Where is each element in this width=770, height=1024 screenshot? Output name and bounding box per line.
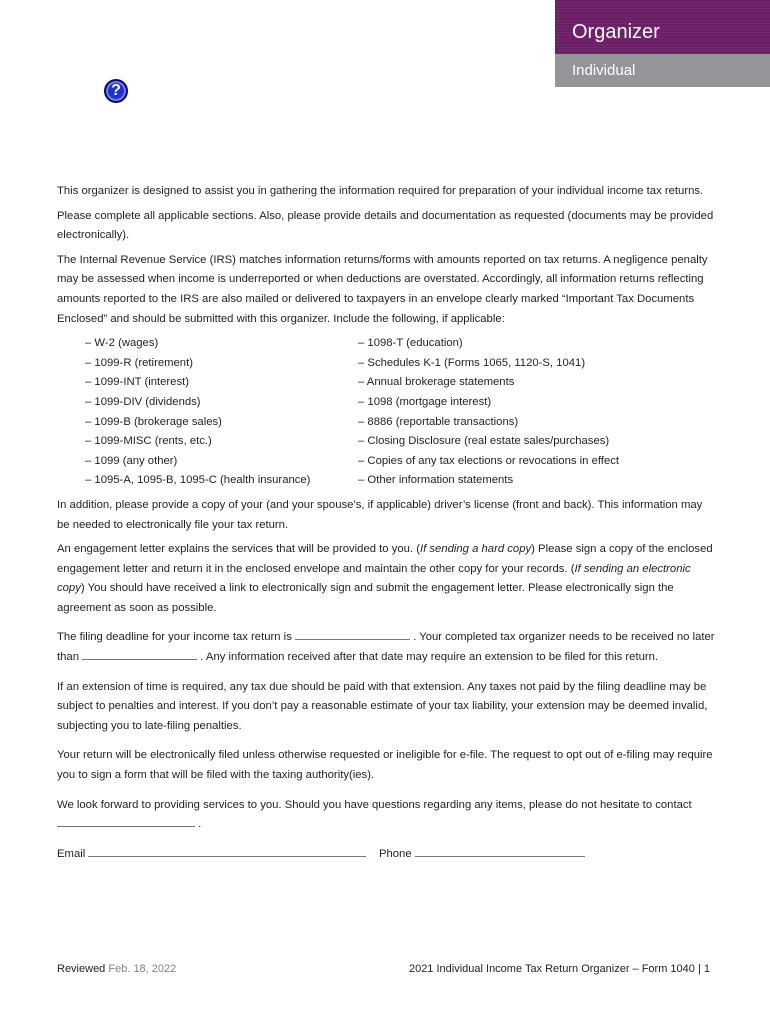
contact-paragraph	[57, 796, 717, 835]
license-paragraph: In addition, please provide a copy of your (and your spouse’s, if applicable) driver’s license (front and back). This information may be needed to electronically file your tax return.	[57, 498, 703, 531]
contact-name-field[interactable]	[57, 815, 195, 827]
list-item: – Other information statements	[358, 474, 514, 487]
header-subtitle: Individual	[555, 54, 770, 87]
engagement-text: ) You should have received a link to electronically sign and submit the engagement letter. Please electronically sign the agreement as soon as possible.	[57, 582, 674, 614]
contact-text: We look forward to providing services to you. Should you have questions regarding any items, please do not hesitate to contact	[57, 798, 692, 811]
list-item: – Closing Disclosure (real estate sales/purchases)	[358, 435, 610, 448]
intro-paragraph-2: Please complete all applicable sections. Also, please provide details and documentation as requested (documents may be provided electronically).	[57, 209, 714, 242]
deadline-text: . Your completed tax organizer needs to be received no later than	[57, 631, 715, 664]
footer-reviewed	[57, 961, 176, 977]
engagement-text: An engagement letter explains the services that will be provided to you. (	[57, 543, 420, 556]
email-label: Email	[57, 847, 86, 860]
list-item: – W-2 (wages)	[85, 337, 159, 350]
intro-paragraph-1: This organizer is designed to assist you in gathering the information required for preparation of your individual income tax returns.	[57, 185, 704, 197]
filing-deadline-field[interactable]	[295, 628, 410, 640]
engagement-text: ) Please sign a copy of the enclosed engagement letter and return it in the enclosed envelope and maintain the other copy for your records. (	[57, 543, 713, 575]
deadline-text: The filing deadline for your income tax return is	[57, 631, 292, 644]
deadline-paragraph	[57, 628, 717, 667]
list-item: – 1099-B (brokerage sales)	[85, 415, 222, 428]
list-item: – Annual brokerage statements	[358, 376, 515, 389]
received-by-date-field[interactable]	[82, 648, 197, 660]
list-item: – 1099 (any other)	[85, 454, 178, 467]
intro-paragraph-3: The Internal Revenue Service (IRS) matches information returns/forms with amounts reported on tax returns. A negligence penalty may be assessed when income is underreported or when deductions are overstated. Accordingly, all information returns reflecting amounts reported to the IRS are also mailed or delivered to taxpayers in an envelope clearly marked “Important Tax Documents Enclosed” and should be submitted with this organizer. Include the following, if applicable:	[57, 253, 708, 325]
organizer-body	[57, 182, 717, 869]
list-item: – 1099-INT (interest)	[85, 376, 190, 389]
engagement-hard-copy-note: If sending a hard copy	[419, 543, 532, 556]
list-item: – 8886 (reportable transactions)	[358, 415, 519, 428]
list-item: – 1095-A, 1095-B, 1095-C (health insurance)	[85, 474, 311, 487]
header-title: Organizer	[555, 0, 770, 54]
deadline-text: . Any information received after that date may require an extension to be filed for this return.	[200, 651, 659, 664]
phone-label: Phone	[378, 847, 412, 860]
engagement-electronic-copy-note: If sending an electronic copy	[57, 562, 691, 595]
organizer-header	[555, 0, 770, 87]
contact-fields-row	[57, 845, 717, 865]
documents-list	[57, 334, 717, 491]
efile-paragraph: Your return will be electronically filed unless otherwise requested or ineligible for e-file. The request to opt out of e-filing may require you to sign a form that will be filed with the taxing authority(ies).	[57, 749, 713, 782]
email-field[interactable]	[88, 845, 366, 857]
list-item: – 1099-R (retirement)	[85, 356, 193, 369]
contact-text: .	[198, 818, 202, 831]
reviewed-label: Reviewed	[57, 963, 106, 975]
question-mark-icon[interactable]: ?	[104, 79, 128, 103]
footer-form-title: 2021 Individual Income Tax Return Organizer – Form 1040 | 1	[408, 963, 710, 975]
engagement-paragraph	[57, 540, 717, 618]
extension-paragraph: If an extension of time is required, any tax due should be paid with that extension. Any taxes not paid by the filing deadline may be subject to penalties and interest. If you don’t pay a reasonable estimate of your tax liability, your extension may be deemed invalid, subjecting you to late-filing penalties.	[57, 680, 708, 732]
documents-list-right	[327, 334, 687, 491]
documents-list-left	[57, 334, 327, 491]
list-item: – Schedules K-1 (Forms 1065, 1120-S, 1041)	[358, 356, 586, 369]
list-item: – 1099-MISC (rents, etc.)	[85, 435, 212, 448]
reviewed-date: Feb. 18, 2022	[108, 963, 177, 975]
phone-field[interactable]	[415, 845, 585, 857]
list-item: – 1098 (mortgage interest)	[358, 395, 492, 408]
list-item: – 1098-T (education)	[358, 337, 463, 350]
list-item: – 1099-DIV (dividends)	[85, 395, 201, 408]
list-item: – Copies of any tax elections or revocations in effect	[358, 454, 620, 467]
